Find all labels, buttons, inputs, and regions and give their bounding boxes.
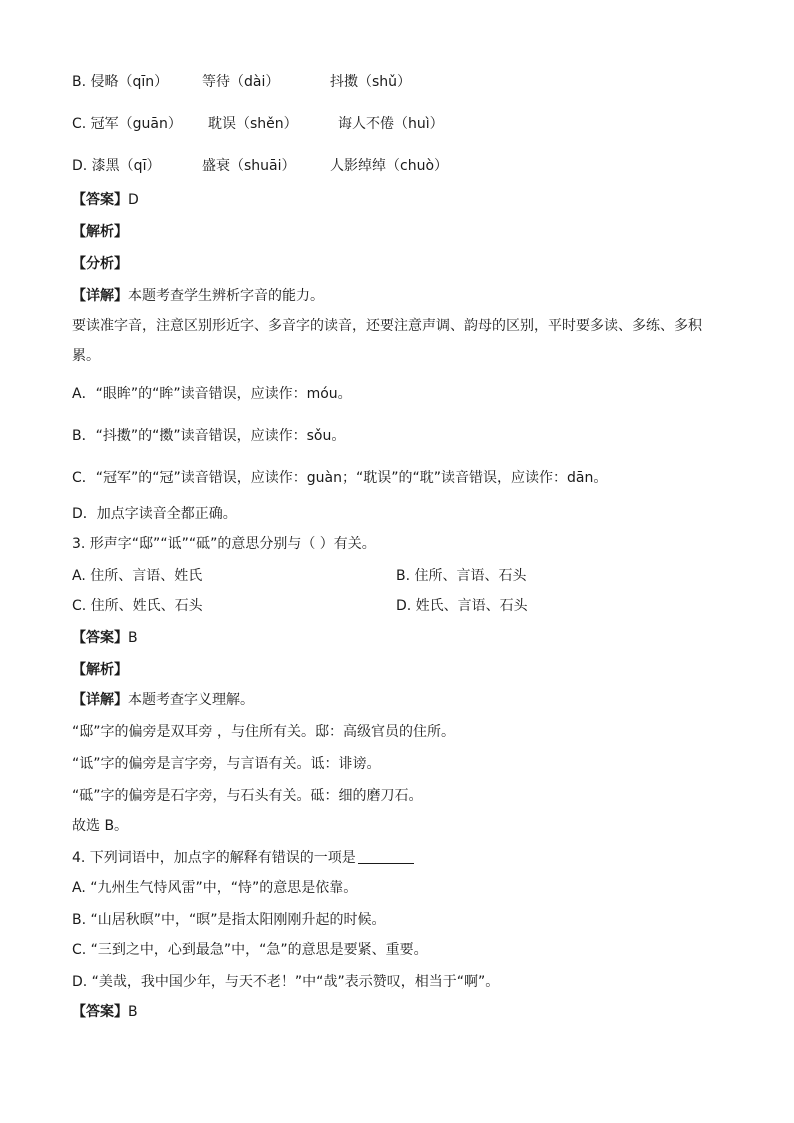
q3-conclusion: 故选 B。	[72, 818, 129, 834]
q3-explain-3: “砥”字的偏旁是石字旁，与石头有关。砥：细的磨刀石。	[72, 788, 423, 804]
q2-fenxi: 【分析】	[72, 256, 128, 272]
q2-analysis-c: C．“冠军”的“冠”读音错误，应读作：guàn；“耽误”的“耽”读音错误，应读作：dān。	[72, 470, 608, 486]
q2-option-d-2: 盛衰（shuāi）	[202, 158, 296, 174]
q2-jiexi: 【解析】	[72, 224, 128, 240]
q3-explain-1: “邸”字的偏旁是双耳旁 ，与住所有关。邸：高级官员的住所。	[72, 724, 455, 740]
q2-paragraph: 要读准字音，注意区别形近字、多音字的读音，还要注意声调、韵母的区别，平时要多读、多练、多积	[72, 318, 702, 334]
q2-analysis-b: B．“抖擞”的“擞”读音错误，应读作：sǒu。	[72, 428, 346, 444]
q4-stem: 4. 下列词语中，加点字的解释有错误的一项是	[72, 848, 414, 868]
q3-option-a: A. 住所、言语、姓氏	[72, 568, 203, 584]
q2-option-b-2: 等待（dài）	[202, 74, 280, 90]
q2-option-d-3: 人影绰绰（chuò）	[330, 158, 449, 174]
answer-blank	[358, 849, 414, 864]
q3-option-c: C. 住所、姓氏、石头	[72, 598, 203, 614]
q3-jiexi: 【解析】	[72, 662, 128, 678]
q2-answer: 【答案】D	[72, 192, 139, 208]
q2-option-c-3: 诲人不倦（huì）	[338, 116, 444, 132]
q2-analysis-a: A．“眼眸”的“眸”读音错误，应读作：móu。	[72, 386, 352, 402]
q3-explain-2: “诋”字的偏旁是言字旁，与言语有关。诋：诽谤。	[72, 756, 381, 772]
q3-option-b: B. 住所、言语、石头	[396, 568, 527, 584]
q3-stem: 3. 形声字“邸”“诋”“砥”的意思分别与（ ）有关。	[72, 536, 376, 552]
q2-option-c-2: 耽误（shěn）	[208, 116, 298, 132]
q4-answer: 【答案】B	[72, 1004, 138, 1020]
q3-option-d: D. 姓氏、言语、石头	[396, 598, 528, 614]
q3-answer: 【答案】B	[72, 630, 138, 646]
q4-option-a: A. “九州生气恃风雷”中，“恃”的意思是依靠。	[72, 880, 358, 896]
q3-detail: 【详解】本题考查字义理解。	[72, 692, 254, 708]
q4-option-b: B. “山居秋暝”中，“暝”是指太阳刚刚升起的时候。	[72, 912, 386, 928]
q2-analysis-d: D．加点字读音全都正确。	[72, 506, 237, 522]
q2-paragraph-cont: 累。	[72, 348, 100, 364]
q4-option-d: D. “美哉，我中国少年，与天不老！”中“哉”表示赞叹，相当于“啊”。	[72, 974, 500, 990]
q4-option-c: C. “三到之中，心到最急”中，“急”的意思是要紧、重要。	[72, 942, 428, 958]
q2-option-b-1: B. 侵略（qīn）	[72, 74, 169, 90]
q2-option-d-1: D. 漆黑（qī）	[72, 158, 161, 174]
q2-option-c-1: C. 冠军（guān）	[72, 116, 182, 132]
q2-detail: 【详解】本题考查学生辨析字音的能力。	[72, 288, 324, 304]
q2-option-b-3: 抖擞（shǔ）	[330, 74, 412, 90]
